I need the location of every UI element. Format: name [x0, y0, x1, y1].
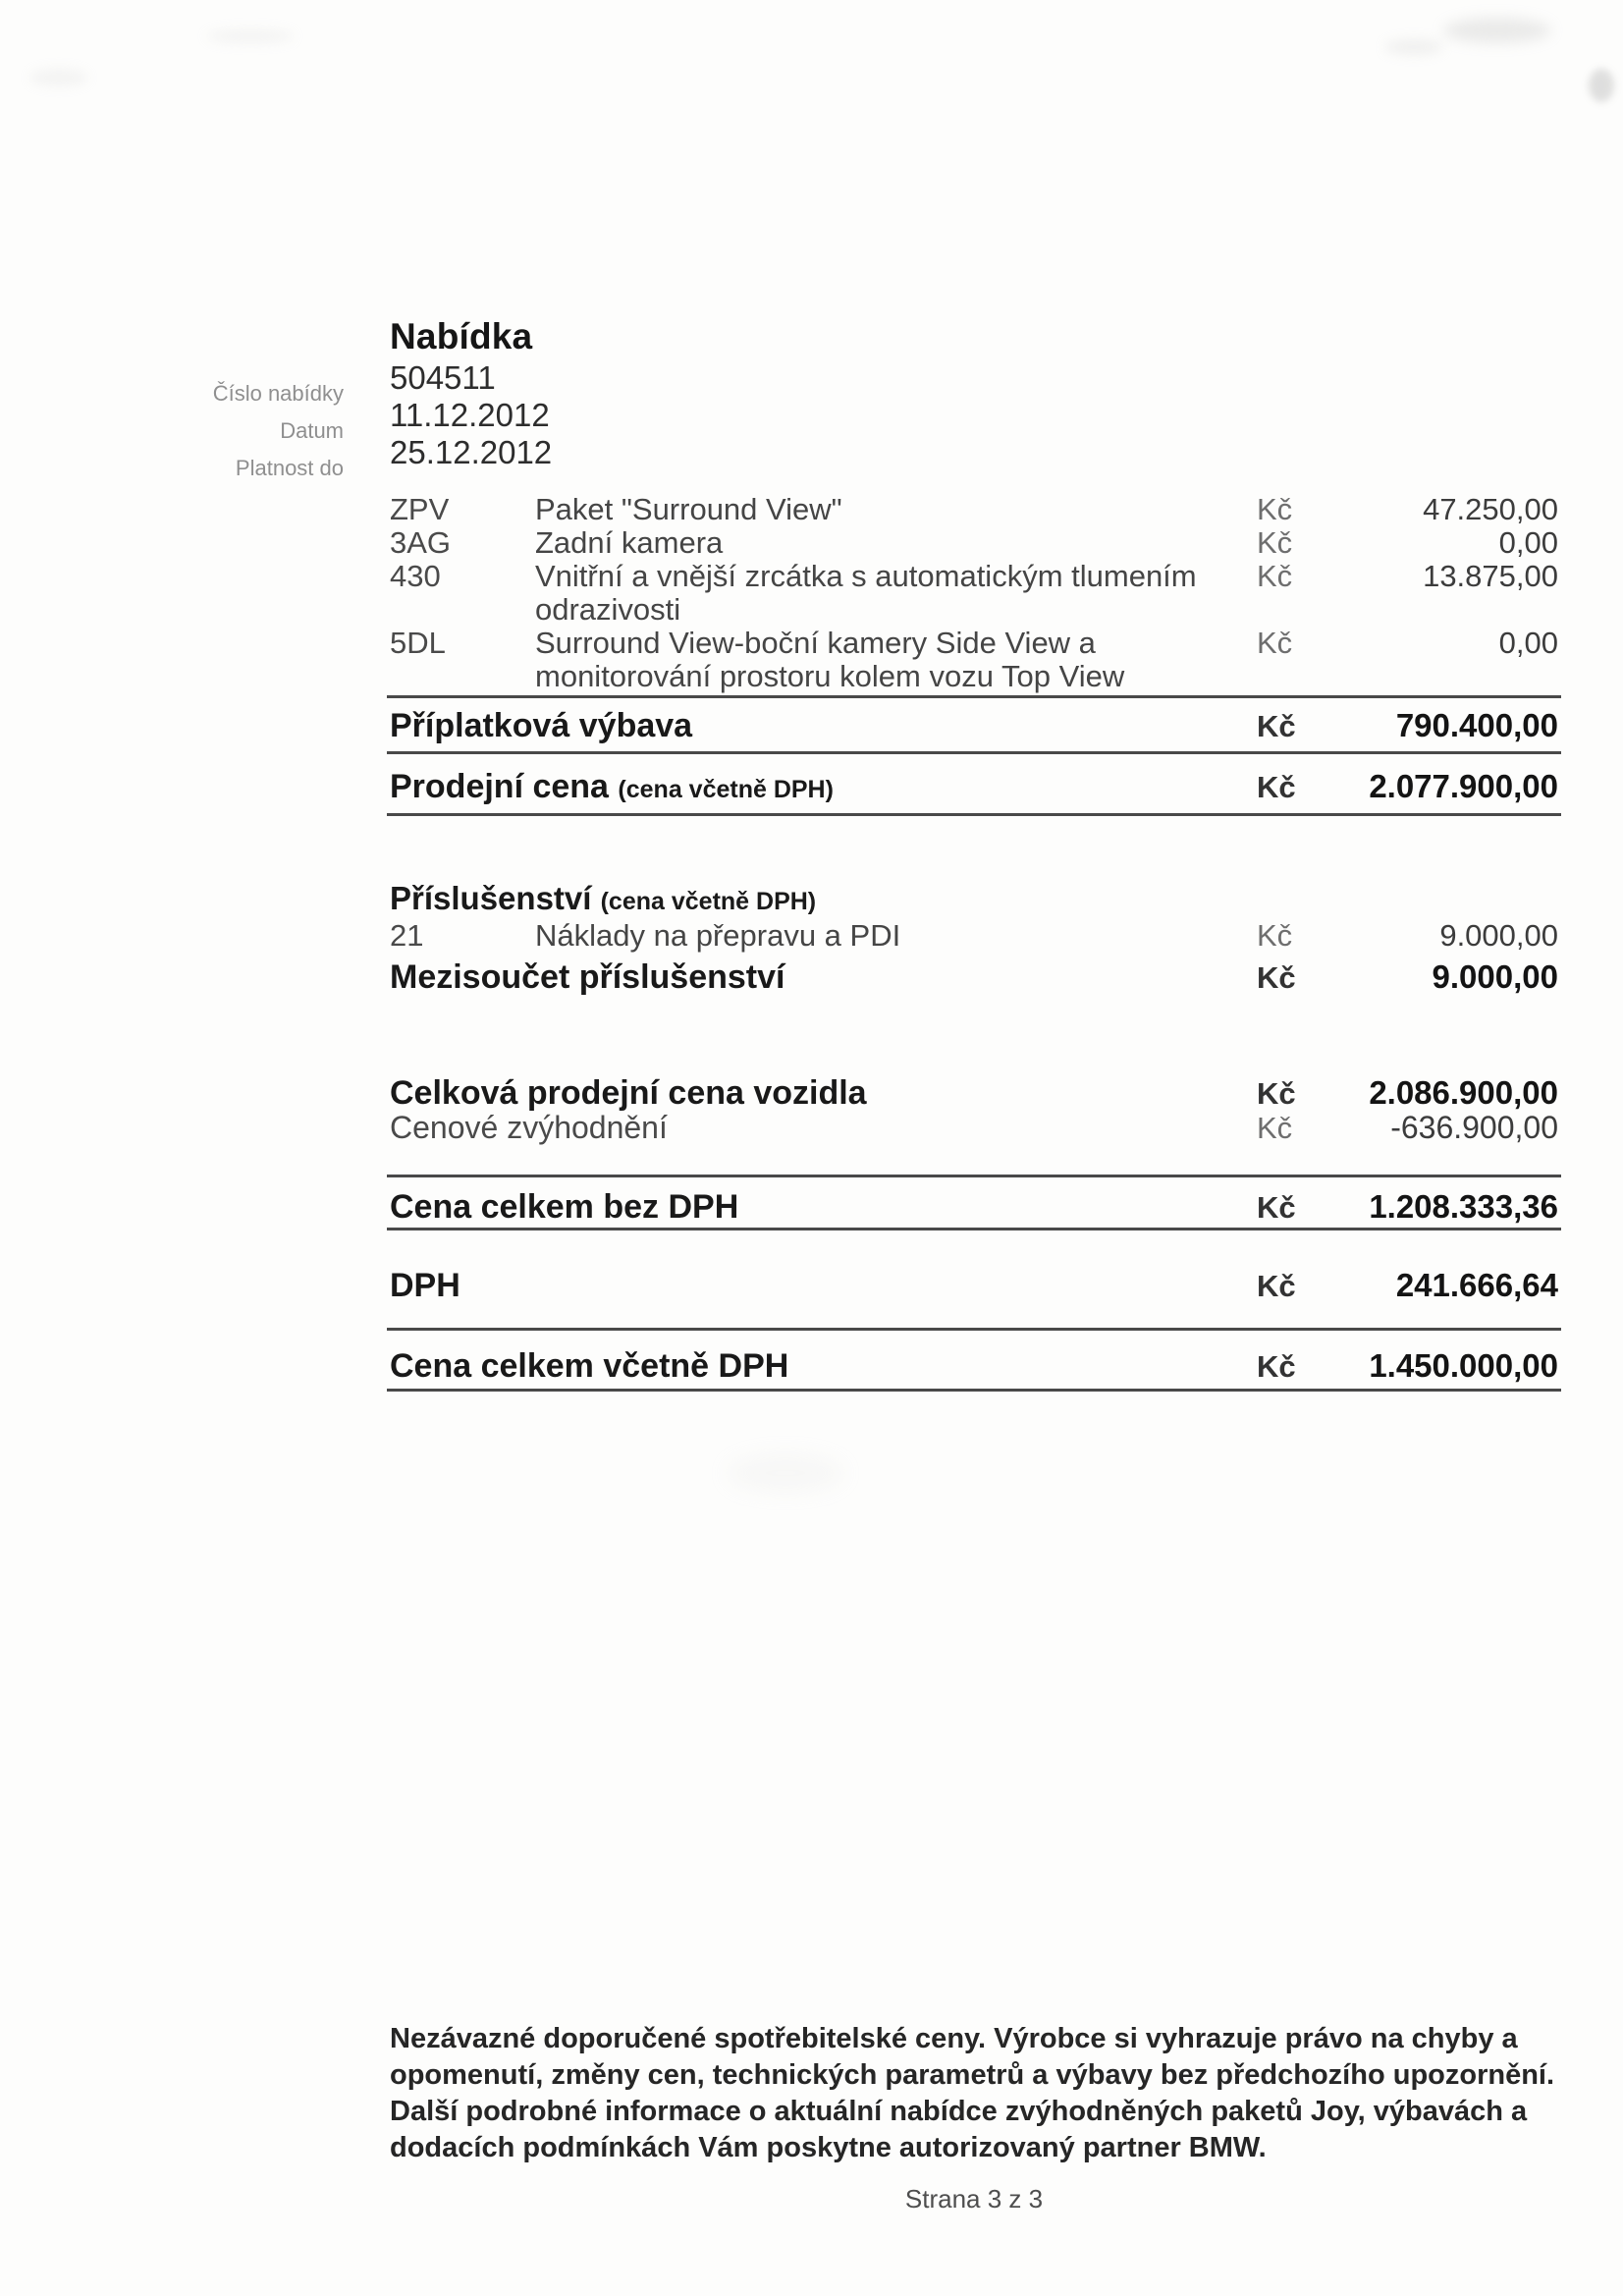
currency-label: Kč [1257, 525, 1293, 560]
option-description: Vnitřní a vnější zrcátka s automatickým tlumením odrazivosti [535, 559, 1197, 627]
offer-date: 11.12.2012 [390, 397, 550, 433]
disclaimer-line: opomenutí, změny cen, technických parametrů a výbavy bez předchozího upozornění. [390, 2059, 1555, 2091]
extras-total-label: Příplatková výbava [390, 707, 693, 744]
selling-price-amount: 2.077.900,00 [1369, 768, 1558, 804]
options-table [390, 493, 1558, 693]
option-amount: 0,00 [1498, 626, 1558, 660]
gross-total-amount: 1.450.000,00 [1369, 1347, 1558, 1384]
currency-label: Kč [1257, 709, 1296, 743]
disclaimer-line: dodacích podmínkách Vám poskytne autorizovaný partner BMW. [390, 2132, 1267, 2163]
scan-smudge [1589, 69, 1614, 102]
scan-smudge [727, 1453, 844, 1493]
scan-smudge [1443, 18, 1551, 43]
option-row [390, 493, 1558, 526]
scan-smudge [29, 69, 88, 86]
currency-label: Kč [1257, 492, 1293, 526]
vat-row [390, 1267, 1558, 1305]
divider [387, 695, 1561, 698]
disclaimer-line: Další podrobné informace o aktuální nabídce zvýhodněných paketů Joy, výbavách a [390, 2096, 1528, 2127]
accessory-amount: 9.000,00 [1439, 918, 1558, 953]
currency-label: Kč [1257, 559, 1293, 593]
disclaimer-text [390, 2021, 1558, 2166]
divider [387, 751, 1561, 754]
selling-price-label-text: Prodejní cena [390, 768, 609, 805]
offer-meta-labels [118, 375, 344, 487]
divider [387, 1175, 1561, 1177]
disclaimer-line: Nezávazné doporučené spotřebitelské ceny. Výrobce si vyhrazuje právo na chyby a [390, 2023, 1518, 2054]
extras-total-amount: 790.400,00 [1395, 707, 1558, 743]
currency-label: Kč [1257, 960, 1296, 995]
net-total-row [390, 1188, 1558, 1227]
selling-price-row [390, 768, 1558, 806]
currency-label: Kč [1257, 1190, 1296, 1225]
extras-total-row [390, 707, 1558, 745]
option-amount: 13.875,00 [1423, 559, 1558, 593]
offer-meta-values [390, 359, 552, 471]
option-amount: 47.250,00 [1423, 492, 1558, 526]
gross-total-label: Cena celkem včetně DPH [390, 1347, 789, 1385]
scan-smudge [206, 29, 295, 43]
label-date: Datum [280, 418, 344, 443]
option-row [390, 526, 1558, 560]
option-row [390, 560, 1558, 627]
accessories-subtotal-label: Mezisoučet příslušenství [390, 958, 785, 996]
offer-valid-until: 25.12.2012 [390, 434, 553, 470]
label-offer-number: Číslo nabídky [212, 381, 344, 406]
currency-label: Kč [1257, 626, 1293, 660]
option-description: Surround View-boční kamery Side View a monitorování prostoru kolem vozu Top View [535, 626, 1125, 693]
option-description: Paket "Surround View" [535, 492, 842, 526]
accessory-row [390, 919, 1558, 953]
accessory-code: 21 [390, 918, 424, 953]
option-description: Zadní kamera [535, 525, 724, 560]
option-row [390, 627, 1558, 693]
divider [387, 1228, 1561, 1230]
selling-price-label [390, 768, 1257, 806]
accessories-heading-text: Příslušenství [390, 880, 592, 916]
page-indicator: Strana 3 z 3 [904, 2184, 1044, 2214]
discount-amount: -636.900,00 [1390, 1110, 1558, 1145]
option-code: 430 [390, 559, 441, 593]
vat-label: DPH [390, 1267, 460, 1304]
accessories-subtotal-row [390, 958, 1558, 997]
label-valid-until: Platnost do [235, 456, 344, 480]
option-code: ZPV [390, 492, 450, 526]
discount-label: Cenové zvýhodnění [390, 1110, 668, 1145]
accessories-heading [390, 880, 1558, 917]
currency-label: Kč [1257, 1111, 1293, 1145]
gross-total-row [390, 1347, 1558, 1386]
offer-number: 504511 [390, 359, 496, 396]
net-total-label: Cena celkem bez DPH [390, 1188, 739, 1226]
currency-label: Kč [1257, 770, 1296, 804]
offer-title: Nabídka [390, 316, 533, 356]
option-code: 3AG [390, 525, 452, 560]
accessories-table [390, 919, 1558, 953]
option-code: 5DL [390, 626, 446, 660]
net-total-amount: 1.208.333,36 [1369, 1188, 1558, 1225]
currency-label: Kč [1257, 1349, 1296, 1384]
divider [387, 1328, 1561, 1331]
accessories-subtotal-amount: 9.000,00 [1432, 958, 1558, 995]
currency-label: Kč [1257, 1076, 1296, 1111]
currency-label: Kč [1257, 918, 1293, 953]
scan-smudge [1384, 39, 1443, 55]
vehicle-total-row [390, 1074, 1558, 1113]
divider [387, 813, 1561, 816]
vehicle-total-label: Celková prodejní cena vozidla [390, 1074, 867, 1112]
divider [387, 1389, 1561, 1392]
currency-label: Kč [1257, 1269, 1296, 1303]
accessory-description: Náklady na přepravu a PDI [535, 918, 901, 953]
option-amount: 0,00 [1498, 525, 1558, 560]
vat-amount: 241.666,64 [1395, 1267, 1558, 1303]
selling-price-note: (cena včetně DPH) [618, 776, 834, 803]
vehicle-total-amount: 2.086.900,00 [1369, 1074, 1558, 1111]
accessories-heading-note: (cena včetně DPH) [600, 888, 817, 915]
discount-row [390, 1110, 1558, 1146]
